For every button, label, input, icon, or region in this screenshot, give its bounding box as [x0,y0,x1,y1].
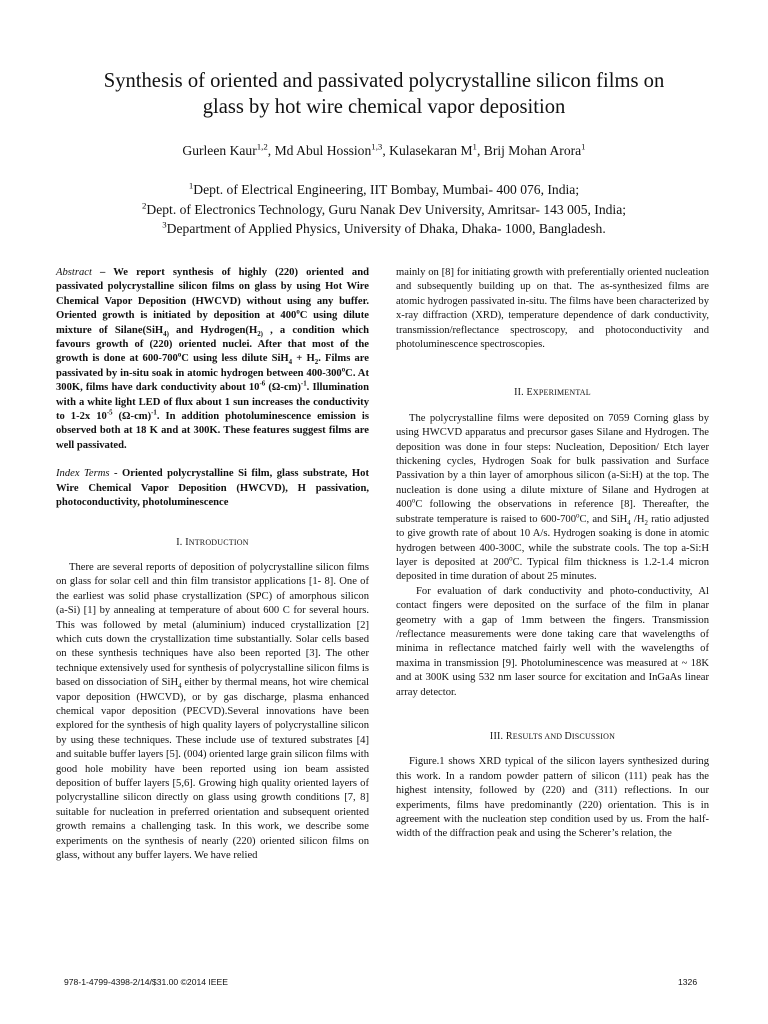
body-text: C. Typical film thickness is 1.2-1.4 micron deposited in time duration of about 25 minutes. [396,556,709,583]
author-affil-sup: 1 [472,141,477,152]
heading-cap: I. I [176,536,189,548]
intro-paragraph-continued: mainly on [8] for initiating growth with preferentially oriented nucleation and subsequently building up on that. The as-synthesized films are atomic hydrogen passivated in-situ. The films have been characterized by x-ray diffraction (XRD), temperature dependence of dark conductivity, transmission/reflectance spectroscopy, and photoconductivity and photoluminescence spectroscopies. [396,267,709,351]
degree-sup: o [177,351,182,359]
affil-sup: 3 [162,219,167,230]
exponent: -1 [300,380,307,388]
author-affil-sup: 1 [581,141,586,152]
author-affil-sup: 1,3 [371,141,383,152]
affiliation-line [40,180,728,200]
abstract-text: . Illumination with a white light LED of flux about 1 sun increases the conductivity to 1-2x 10 [56,382,369,423]
subscript: 4 [627,519,631,527]
index-terms-lead: Index Terms [56,468,110,480]
affil-sup: 1 [188,180,194,191]
abstract-text: . Films are passivated by in-situ soak in atomic hydrogen between 400-300 [56,353,369,379]
heading-smallcaps: ISCUSSION [571,731,616,741]
affiliation-list [40,180,728,239]
subscript: 2 [314,359,319,367]
subscript: 4) [163,330,169,338]
index-terms [56,467,369,510]
body-text: C, and SiH [579,513,628,525]
author-name: Brij Mohan Arora [483,143,582,158]
author-list: Gurleen Kaur$^{1,2}$, Md Abul Hossion$^{1,3}$, Kulasekaran $M^1$, Brij Mohan Arora$^1$ [182,141,586,158]
body-text: C following the observations in reference [8]. Thereafter, the substrate temperature is raised to 600-700 [396,499,709,525]
heading-cap: II. E [514,387,533,399]
title-line-1: Synthesis of oriented and passivated polycrystalline silicon films on [103,70,665,92]
heading-smallcaps: NTRODUCTION [188,537,249,547]
heading-cap: III. R [489,730,513,742]
experimental-paragraph-2: For evaluation of dark conductivity and photo-conductivity, Al contact fingers were deposited on the surface of the film in planar geometry with a gap of 1mm between the fingers. Transmission /reflectance measurements were done taking care that wavelengths of minima in reflectance matched fairly well with the wavelengths of maxima in transmission [9]. Photoluminescence was measured at ~ 18K and at 300K using 532 nm laser source for excitation and InGaAs linear array detector. [396,585,709,698]
right-column [396,266,709,842]
affiliation-line [40,200,728,220]
index-terms-text: - Oriented polycrystalline Si film, glass substrate, Hot Wire Chemical Vapor Deposition (HWCVD), H passivation, photoconductivity, photoluminescence [56,468,369,509]
degree-sup: o [296,308,300,316]
abstract-text: We report synthesis of highly (220) oriented and passivated polycrystalline silicon films on glass by using Hot Wire Chemical Vapor Deposition (HWCVD) without using any buffer. Oriented growth is initiated by deposition at 400 [56,267,369,322]
body-text: either by thermal means, hot wire chemical vapor deposition (HWCVD), or by gas discharge, plasma enhanced chemical vapor deposition (PECVD).Several innovations have been explored for the synthesis of high quality layers of polycrystalline silicon by using these techniques. These include use of textured substrates [4] and suitable buffer layers [5]. (004) oriented large grain silicon films with good hole mobility have been reported using ion beam assisted deposition of buffer layers [5,6]. Growing high quality oriented layers of polycrystalline silicon directly on glass using growth conditions [7, 8] suitable for nucleation in preferred orientation and subsequent oriented growth remains a challenging task. In this work, we describe some experiments on the synthesis of nearly (220) oriented silicon films on glass, without any buffer layers. We have relied [56,677,369,862]
abstract-lead: Abstract [56,267,92,278]
experimental-paragraph [396,412,709,585]
abstract [56,266,369,453]
heading-smallcaps: ESULTS AND [512,731,565,741]
subscript: 4 [288,359,293,367]
body-text: ratio adjusted to give growth rate of about 10 A/s. Hydrogen soaking is done in atomic hydrogen between 400-300C, while the substrate cools. The top a-Si:H layer is deposited at 200 [396,513,709,568]
abstract-text: + H [292,353,315,365]
section-heading-experimental [396,386,709,400]
affil-text: Dept. of Electrical Engineering, IIT Bombay, Mumbai- 400 076, India; [193,182,580,197]
subscript: 2) [257,330,263,338]
degree-sup: o [509,555,513,563]
abstract-text: , a condition which favours growth of (220) oriented nuclei. After that most of the growth is done at 600-700 [56,324,369,365]
exponent: -1 [151,409,157,417]
affil-text: Department of Applied Physics, University of Dhaka, Dhaka- 1000, Bangladesh. [166,221,606,236]
abstract-text: and Hydrogen(H [168,324,258,336]
intro-paragraph [56,561,369,864]
left-column [56,266,369,863]
abstract-text: (Ω-cm) [265,382,301,394]
body-text: The polycrystalline films were deposited on 7059 Corning glass by using HWCVD apparatus and precursor gases Silane and Hydrogen. The deposition was done in four steps: Nucleation, Deposition/ Etch layer thickening cycles, Hydrogen Soak for bulk passivation and Surface Passivation by a thin layer of amorphous silicon (a-Si:H) at the top. The nucleation is done using a dilute mixture of Silane and Hydrogen at 400 [396,412,709,511]
subscript: 2 [644,519,648,527]
results-paragraph: Figure.1 shows XRD typical of the silicon layers synthesized during this work. In a random powder pattern of silicon (111) peak has the highest intensity, followed by (220) and (311) reflections. In our experiments, films have predominantly (220) orientation. This is in agreement with the nucleation step condition used by us. From the half-width of the diffraction peak and using the Scherer’s relation, the [396,756,709,840]
abstract-text: C. At 300K, films have dark conductivity about 10 [56,367,369,394]
affil-sup: 2 [141,199,147,210]
exponent: -6 [259,380,266,388]
heading-cap: D [564,730,572,742]
author-name: Kulasekaran M [389,143,473,158]
section-heading-results [396,730,709,744]
body-text: There are several reports of deposition of polycrystalline silicon films on glass for solar cell and thin film transistor applications [1- 8]. One of the earliest was solid phase crystallization (SPC) of amorphous silicon (a-Si) [1] by annealing at temperature of about 600 C for several hours. This was followed by metal (aluminium) induced crystallization [2] which cuts down the crystallization time substantially. Solar cells based on these synthesis techniques have also been reported [3]. The other technique extensively used for synthesis of polycrystalline silicon films is based on dissociation of SiH [56,561,369,689]
degree-sup: o [576,512,580,520]
affiliation-line [40,219,728,239]
heading-smallcaps: XPERIMENTAL [532,388,591,398]
title-line-2: glass by hot wire chemical vapor deposition [202,96,566,118]
exponent: -5 [106,409,113,417]
abstract-text: C using less dilute SiH [181,353,289,365]
page-number: 1326 [678,977,698,987]
section-heading-introduction [56,536,369,550]
author-name: Gurleen Kaur [182,143,257,158]
subscript: 4 [178,683,182,691]
footer-copyright: 978-1-4799-4398-2/14/$31.00 ©2014 IEEE [64,977,229,987]
degree-sup: o [341,366,346,374]
author-affil-sup: 1,2 [256,141,268,152]
abstract-text: C using dilute mixture of Silane(SiH [56,310,369,336]
abstract-text: . In addition photoluminescence emission is observed both at 18 K and at 300K. These features suggest films are well passivated. [56,411,369,451]
author-name: Md Abul Hossion [274,143,372,158]
degree-sup: o [411,497,416,505]
paper-title [40,68,728,120]
abstract-dash: – [91,267,114,278]
abstract-text: (Ω-cm) [112,411,152,423]
body-text: /H [630,513,645,525]
affil-text: Dept. of Electronics Technology, Guru Nanak Dev University, Amritsar- 143 005, India; [146,201,627,217]
